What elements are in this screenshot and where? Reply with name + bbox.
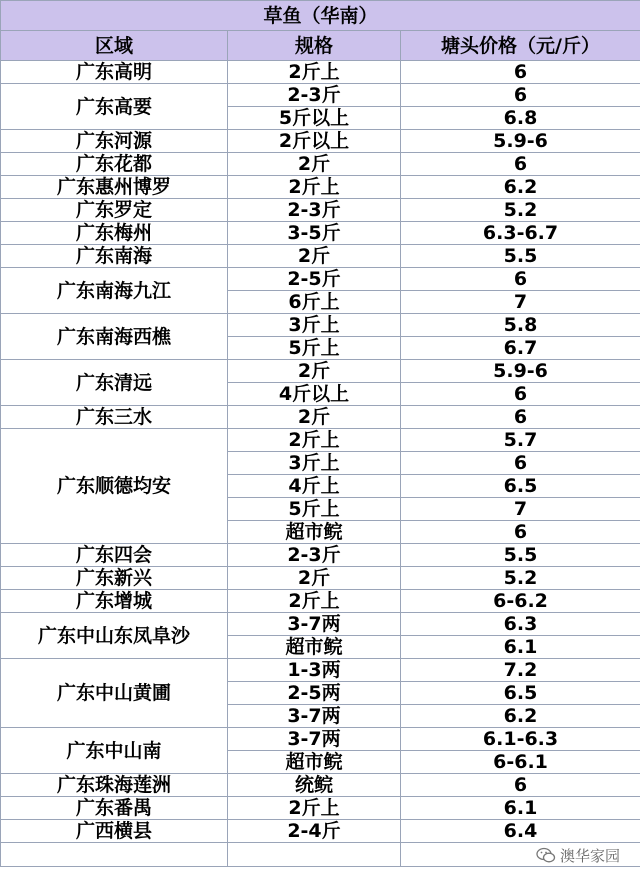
cell-spec: 2斤上: [228, 429, 401, 452]
cell-spec: 超市鲩: [228, 751, 401, 774]
cell-region: 广东顺德均安: [1, 429, 228, 544]
cell-region: 广东中山东凤阜沙: [1, 613, 228, 659]
cell-spec: 2-5斤: [228, 268, 401, 291]
cell-price: 5.2: [401, 199, 640, 222]
cell-price: 7: [401, 498, 640, 521]
cell-price: 6-6.2: [401, 590, 640, 613]
title-row: [1, 1, 640, 31]
cell-spec: 5斤上: [228, 337, 401, 360]
cell-spec: 2斤以上: [228, 130, 401, 153]
cell-spec: 2斤: [228, 406, 401, 429]
table-row: [1, 130, 640, 153]
table-row: [1, 613, 640, 636]
cell-price: 6: [401, 84, 640, 107]
cell-region: 广东河源: [1, 130, 228, 153]
table-row: [1, 820, 640, 843]
cell-spec: 超市鲩: [228, 521, 401, 544]
header-region: 区域: [1, 31, 228, 61]
cell-price: 5.9-6: [401, 130, 640, 153]
cell-spec: 2斤上: [228, 590, 401, 613]
table-row: [1, 268, 640, 291]
table-row: [1, 659, 640, 682]
cell-region: 广东花都: [1, 153, 228, 176]
watermark-text: 澳华家园: [559, 847, 620, 865]
cell-spec: 4斤以上: [228, 383, 401, 406]
cell-spec: 6斤上: [228, 291, 401, 314]
cell-price: 5.5: [401, 245, 640, 268]
cell-region: 广东惠州博罗: [1, 176, 228, 199]
cell-spec: 2斤上: [228, 797, 401, 820]
cell-region: 广东罗定: [1, 199, 228, 222]
cell-spec: 2斤: [228, 567, 401, 590]
header-spec: 规格: [228, 31, 401, 61]
cell-spec: 2斤: [228, 153, 401, 176]
header-row: [1, 31, 640, 61]
cell-price: 6.3: [401, 613, 640, 636]
cell-price: 6: [401, 774, 640, 797]
table-row: [1, 314, 640, 337]
cell-region: 广东四会: [1, 544, 228, 567]
table-row: [1, 199, 640, 222]
cell-price: 6.1: [401, 636, 640, 659]
cell-spec: 2-5两: [228, 682, 401, 705]
cell-region: 广东南海西樵: [1, 314, 228, 360]
cell-price: 5.9-6: [401, 360, 640, 383]
wechat-icon: [536, 847, 556, 864]
cell-spec: 3-7两: [228, 705, 401, 728]
cell-price: 7.2: [401, 659, 640, 682]
cell-price: 6.7: [401, 337, 640, 360]
cell-price: 5.8: [401, 314, 640, 337]
table-row: [1, 245, 640, 268]
cell-spec: 3-7两: [228, 613, 401, 636]
table-row: [1, 429, 640, 452]
cell-price: 6: [401, 383, 640, 406]
cell-price: 6: [401, 452, 640, 475]
cell-price: 5.7: [401, 429, 640, 452]
cell-spec: 2-4斤: [228, 820, 401, 843]
cell-spec: 4斤上: [228, 475, 401, 498]
table-row: [1, 774, 640, 797]
cell-spec: 2-3斤: [228, 199, 401, 222]
cell-region: 广东中山南: [1, 728, 228, 774]
empty-cell: [228, 843, 401, 867]
cell-price: 6.1: [401, 797, 640, 820]
cell-price: 6.5: [401, 475, 640, 498]
cell-spec: 2斤上: [228, 61, 401, 84]
table-row: [1, 61, 640, 84]
cell-spec: 5斤上: [228, 498, 401, 521]
cell-price: 6: [401, 153, 640, 176]
cell-region: 广东南海九江: [1, 268, 228, 314]
table-row: [1, 360, 640, 383]
table-row: [1, 84, 640, 107]
cell-spec: 3斤上: [228, 314, 401, 337]
cell-region: 广东增城: [1, 590, 228, 613]
cell-spec: 超市鲩: [228, 636, 401, 659]
table-row: [1, 222, 640, 245]
cell-spec: 2斤: [228, 245, 401, 268]
table-title: 草鱼（华南）: [1, 1, 640, 31]
cell-region: 广东梅州: [1, 222, 228, 245]
cell-region: 广东清远: [1, 360, 228, 406]
cell-region: 广东番禺: [1, 797, 228, 820]
cell-spec: 2斤上: [228, 176, 401, 199]
cell-region: 广东三水: [1, 406, 228, 429]
cell-price: 6: [401, 268, 640, 291]
table-body: [1, 1, 640, 867]
cell-region: 广东珠海莲洲: [1, 774, 228, 797]
cell-price: 6.3-6.7: [401, 222, 640, 245]
table-row: [1, 544, 640, 567]
cell-price: 6.2: [401, 176, 640, 199]
cell-price: 6.1-6.3: [401, 728, 640, 751]
cell-price: 6: [401, 61, 640, 84]
cell-region: 广东南海: [1, 245, 228, 268]
cell-spec: 2-3斤: [228, 544, 401, 567]
table-row: [1, 797, 640, 820]
cell-region: 广东高明: [1, 61, 228, 84]
table-row: [1, 590, 640, 613]
cell-spec: 2-3斤: [228, 84, 401, 107]
cell-spec: 2斤: [228, 360, 401, 383]
cell-region: 广东新兴: [1, 567, 228, 590]
cell-price: 6.4: [401, 820, 640, 843]
cell-price: 6.2: [401, 705, 640, 728]
cell-price: 6: [401, 521, 640, 544]
cell-price: 5.5: [401, 544, 640, 567]
cell-spec: 统鲩: [228, 774, 401, 797]
header-price: 塘头价格（元/斤）: [401, 31, 640, 61]
cell-price: 6-6.1: [401, 751, 640, 774]
cell-price: 6.8: [401, 107, 640, 130]
table-row: [1, 567, 640, 590]
cell-spec: 3-5斤: [228, 222, 401, 245]
cell-spec: 3斤上: [228, 452, 401, 475]
cell-region: 广西横县: [1, 820, 228, 843]
table-row: [1, 153, 640, 176]
cell-spec: 5斤以上: [228, 107, 401, 130]
cell-price: 5.2: [401, 567, 640, 590]
cell-spec: 3-7两: [228, 728, 401, 751]
cell-price: 6.5: [401, 682, 640, 705]
cell-region: 广东中山黄圃: [1, 659, 228, 728]
cell-region: 广东高要: [1, 84, 228, 130]
cell-spec: 1-3两: [228, 659, 401, 682]
table-row: [1, 728, 640, 751]
cell-price: 6: [401, 406, 640, 429]
cell-price: 7: [401, 291, 640, 314]
watermark: [534, 845, 622, 866]
empty-cell: [1, 843, 228, 867]
table-row: [1, 406, 640, 429]
table-row: [1, 176, 640, 199]
